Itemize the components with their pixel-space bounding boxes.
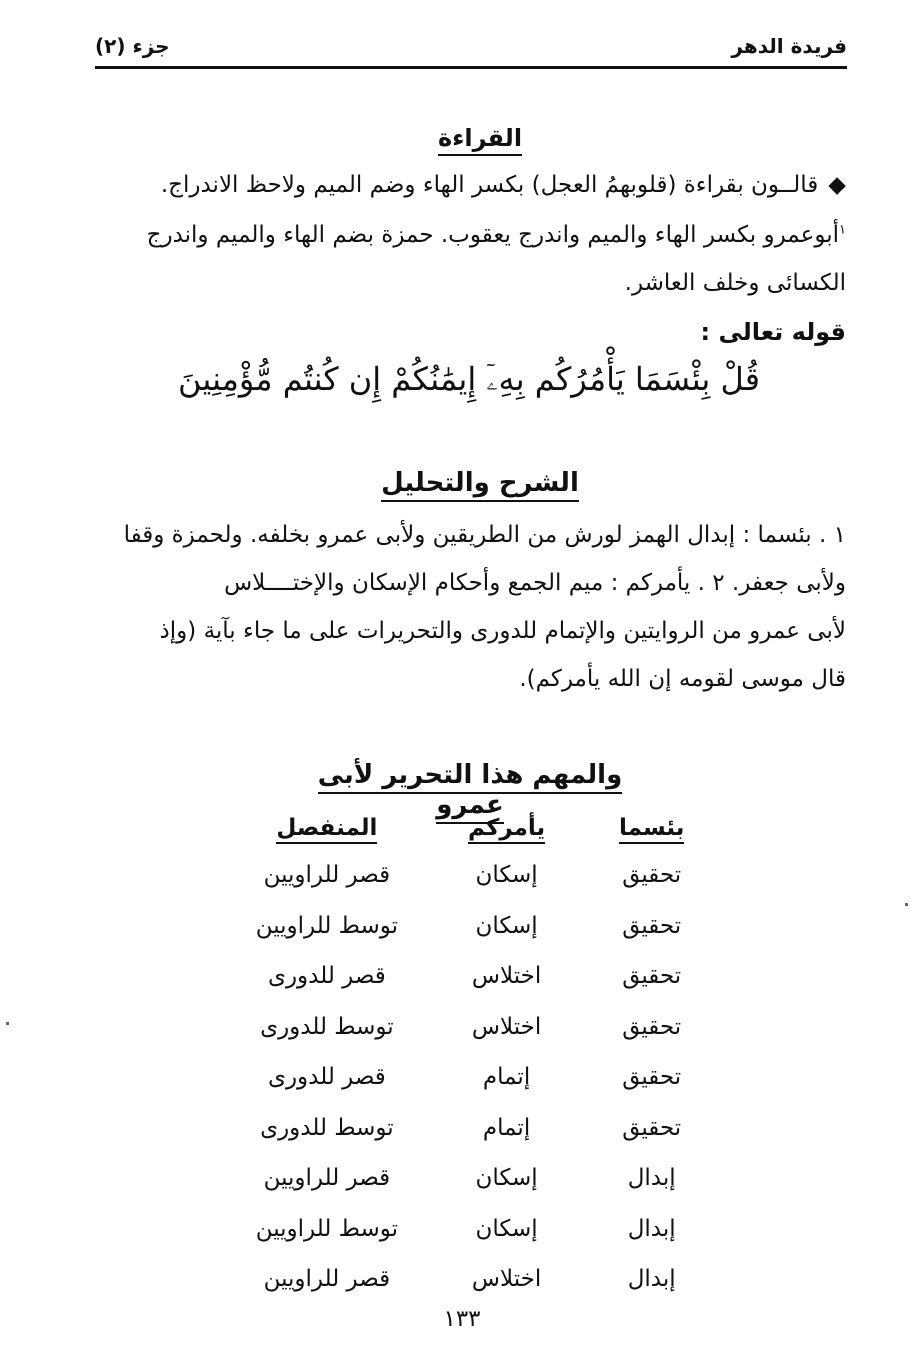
- table-cell: إسكان: [475, 912, 538, 939]
- header-bisama: [591, 806, 712, 850]
- qiraah-line-1-text: قالــون بقراءة (قلوبهمُ العجل) بكسر الهاء وضم الميم ولاحظ الاندراج.: [160, 172, 819, 198]
- quran-verse: قُلْ بِئْسَمَا يَأْمُرُكُم بِهِۦٓ إِيمَٰنُكُمْ إِن كُنتُم مُّؤْمِنِينَ: [178, 360, 760, 398]
- sharh-line-1: ١ . بئسما : إبدال الهمز لورش من الطريقين ولأبى عمرو بخلفه. ولحمزة وقفا: [123, 522, 846, 548]
- footnote-marker: ١: [839, 222, 846, 238]
- running-header: [95, 28, 847, 68]
- part-number: جزء (٢): [95, 34, 170, 58]
- table-cell: توسط للدورى: [260, 1013, 394, 1040]
- scan-speck: [6, 1022, 9, 1025]
- table-cell: إبدال: [627, 1165, 676, 1192]
- table-cell: قصر للدورى: [267, 1064, 386, 1091]
- table-row: [232, 951, 712, 1002]
- tahrir-table: [232, 806, 712, 1305]
- qiraah-line-3-text: الكسائى وخلف العاشر.: [624, 270, 846, 296]
- sharh-line-3: لأبى عمرو من الروايتين والإتمام للدورى والتحريرات على ما جاء بآية (وإذ: [159, 618, 846, 644]
- sharh-line-2: ولأبى جعفر. ٢ . يأمركم : ميم الجمع وأحكام الإسكان والإختــــلاس: [224, 570, 846, 596]
- scan-speck: [905, 903, 908, 906]
- diamond-bullet-icon: ◆: [828, 172, 846, 198]
- qiraah-heading: [380, 124, 580, 152]
- qawluhu-label: قوله تعالى :: [700, 318, 846, 346]
- table-cell: قصر للراويين: [263, 862, 391, 889]
- qiraah-line-2: [86, 222, 846, 248]
- header-munfasil: [232, 806, 422, 850]
- table-cell: إسكان: [475, 862, 538, 889]
- sharh-heading-text: الشرح والتحليل: [381, 468, 579, 502]
- table-cell: تحقيق: [622, 912, 682, 939]
- page-number: ١٣٣: [443, 1306, 481, 1332]
- qiraah-heading-text: القراءة: [438, 124, 522, 156]
- table-cell: قصر للراويين: [263, 1266, 391, 1293]
- table-cell: اختلاس: [471, 1266, 542, 1293]
- table-row: [232, 850, 712, 901]
- table-cell: تحقيق: [622, 1064, 682, 1091]
- table-row: [232, 1254, 712, 1305]
- table-cell: اختلاس: [471, 963, 542, 990]
- table-heading-text: والمهم هذا التحرير لأبى عمرو: [318, 760, 623, 824]
- table-cell: قصر للراويين: [263, 1165, 391, 1192]
- table-cell: توسط للراويين: [255, 912, 399, 939]
- qiraah-line-2-text: أبوعمرو بكسر الهاء والميم واندرج يعقوب. حمزة بضم الهاء والميم واندرج: [146, 222, 840, 248]
- table-cell: قصر للدورى: [267, 963, 386, 990]
- header-munfasil-text: المنفصل: [276, 815, 377, 844]
- sharh-heading: [330, 468, 630, 498]
- table-row: [232, 1002, 712, 1053]
- table-cell: تحقيق: [622, 1013, 682, 1040]
- header-yamurukum-text: يأمركم: [468, 815, 545, 844]
- sharh-line-4: قال موسى لقومه إن الله يأمركم).: [519, 666, 846, 692]
- table-cell: إسكان: [475, 1165, 538, 1192]
- table-cell: إبدال: [627, 1266, 676, 1293]
- table-cell: توسط للراويين: [255, 1215, 399, 1242]
- table-header-row: [232, 806, 712, 850]
- table-cell: إسكان: [475, 1215, 538, 1242]
- table-cell: توسط للدورى: [260, 1114, 394, 1141]
- header-bisama-text: بئسما: [619, 815, 685, 844]
- table-cell: تحقيق: [622, 963, 682, 990]
- header-yamurukum: [422, 806, 592, 850]
- table-row: [232, 1052, 712, 1103]
- table-cell: إبدال: [627, 1215, 676, 1242]
- book-title: فريدة الدهر: [731, 34, 847, 58]
- table-row: [232, 1204, 712, 1255]
- qiraah-line-3: [86, 270, 846, 296]
- header-rule: [95, 66, 847, 69]
- table-row: [232, 1153, 712, 1204]
- table-cell: تحقيق: [622, 1114, 682, 1141]
- table-row: [232, 1103, 712, 1154]
- table-cell: اختلاس: [471, 1013, 542, 1040]
- table-cell: إتمام: [482, 1114, 531, 1141]
- table-cell: إتمام: [482, 1064, 531, 1091]
- qiraah-line-1: [86, 172, 846, 198]
- table-cell: تحقيق: [622, 862, 682, 889]
- table-row: [232, 901, 712, 952]
